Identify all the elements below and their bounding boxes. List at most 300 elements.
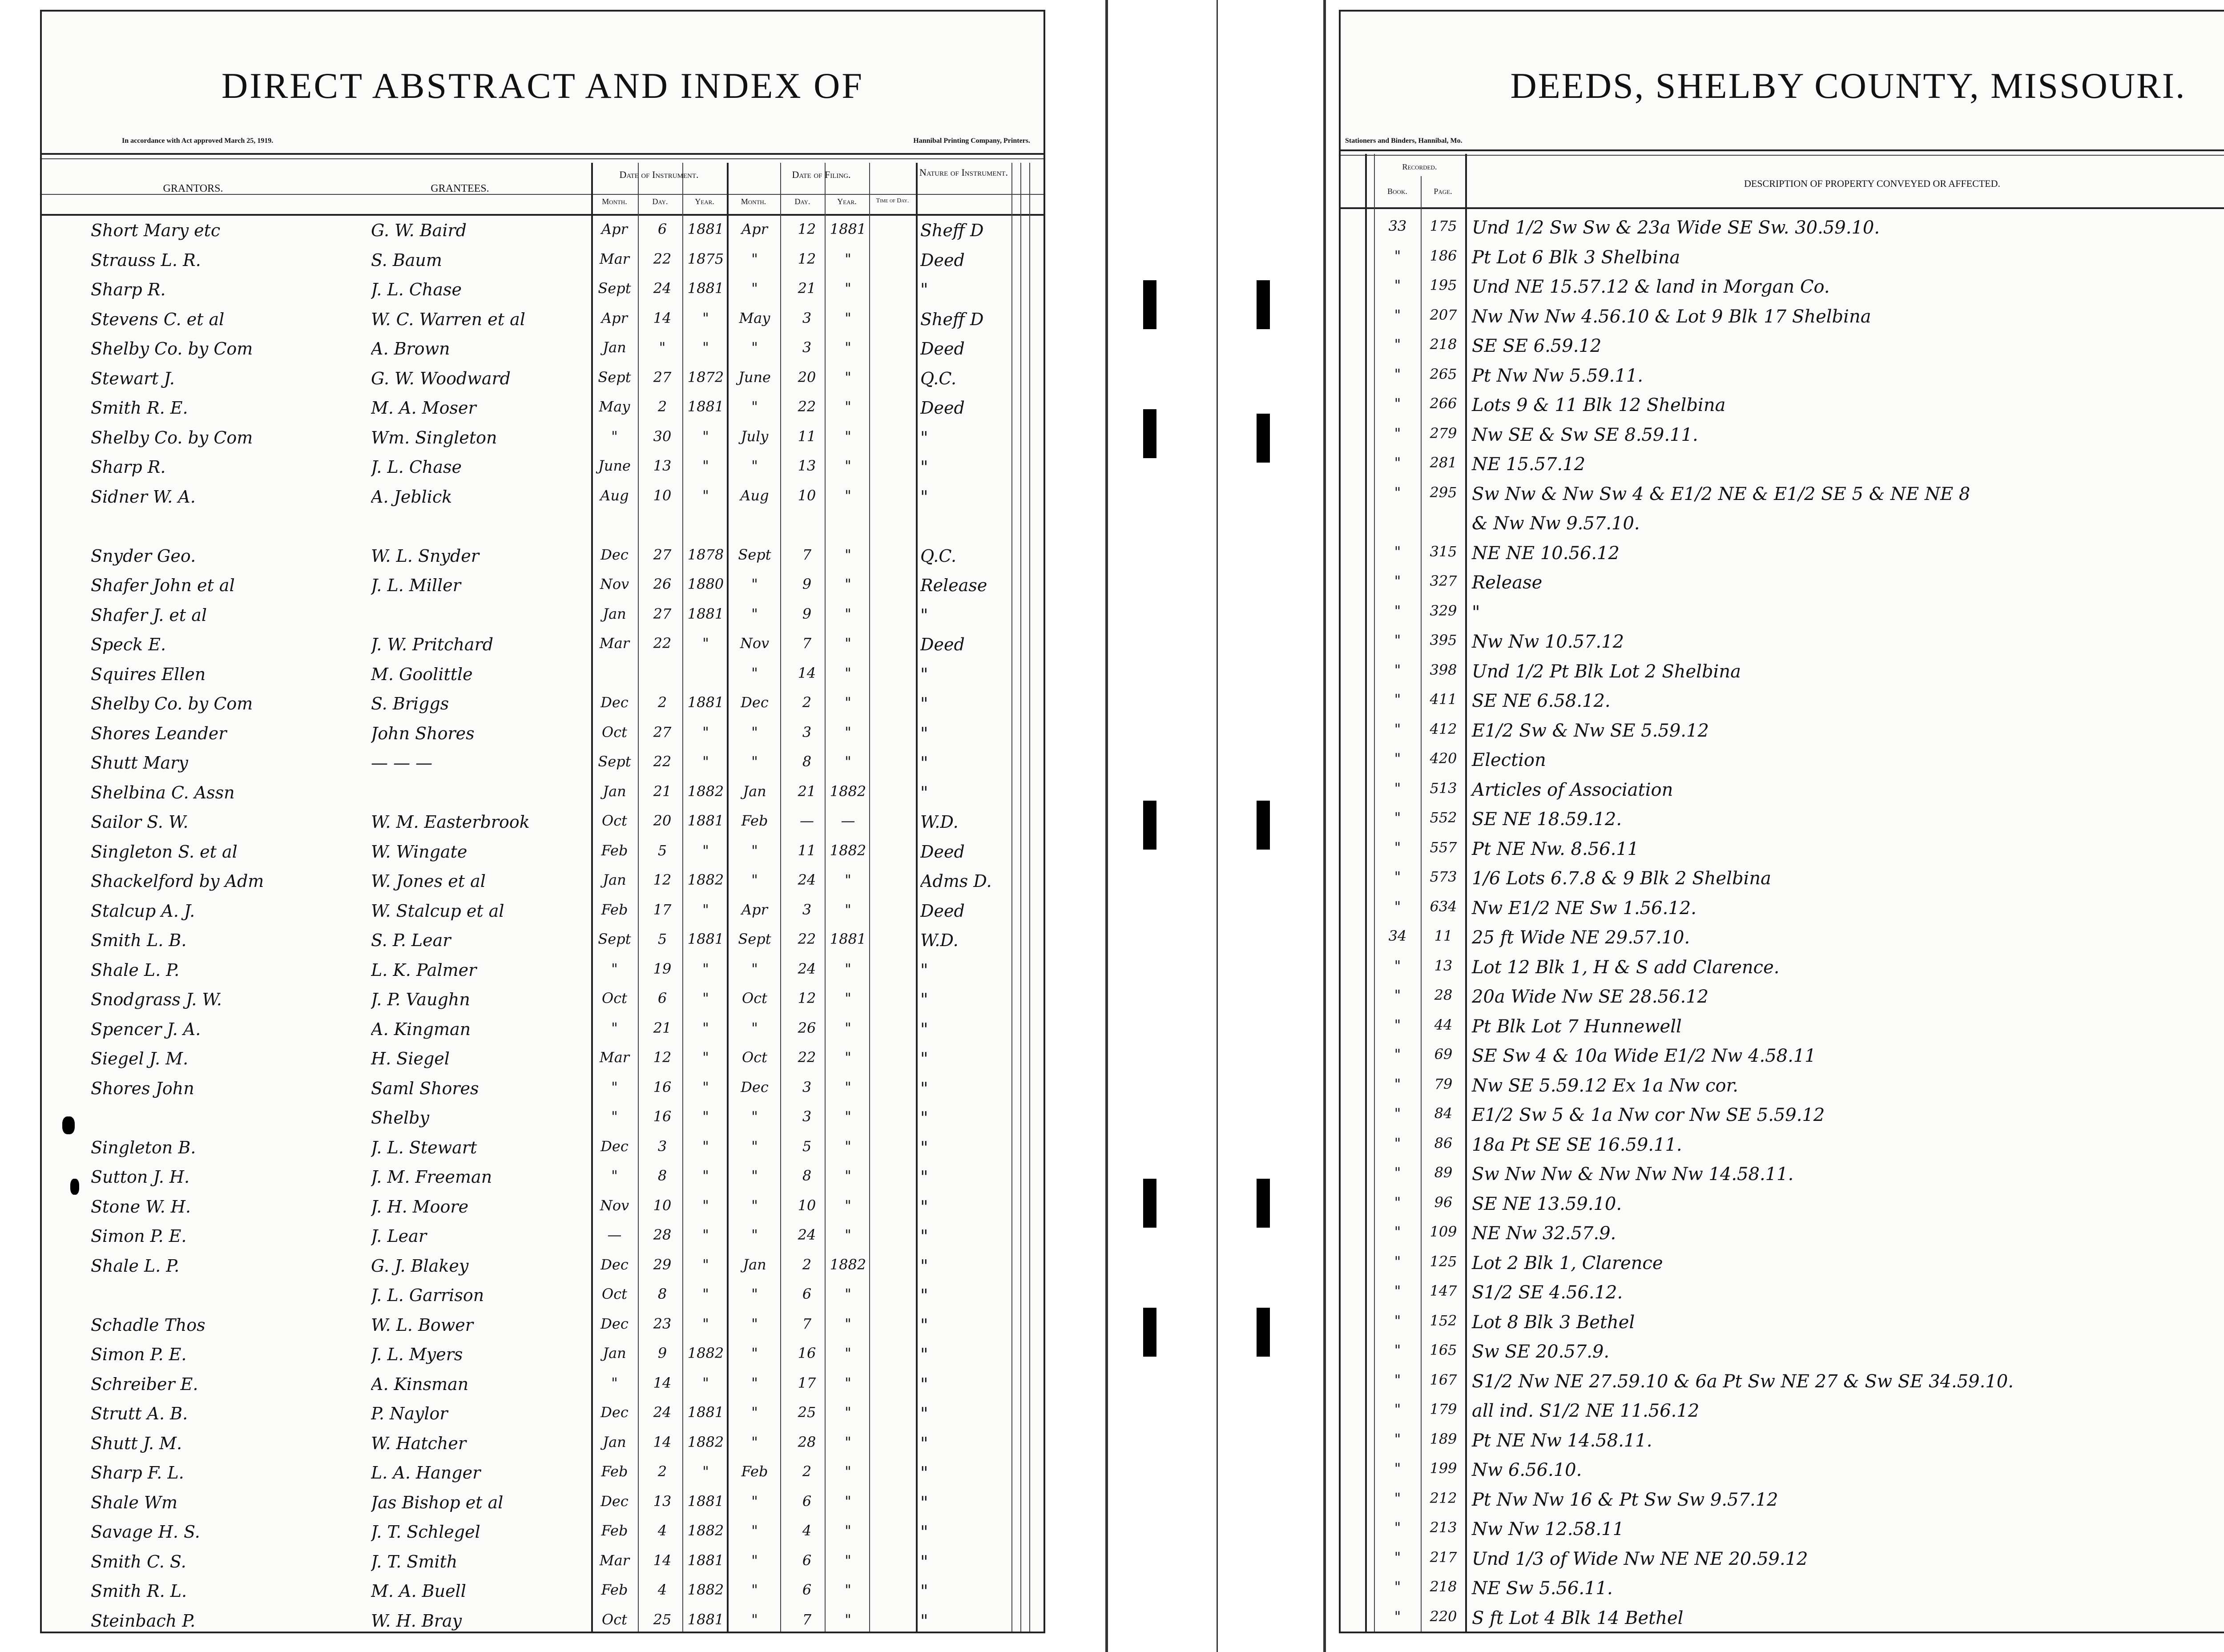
- grantor-cell: Snyder Geo.: [91, 546, 196, 566]
- filing-day-cell: 24: [798, 871, 816, 888]
- grantor-cell: Simon P. E.: [91, 1345, 187, 1364]
- filing-month-cell: Oct: [741, 990, 767, 1007]
- right-table-row: [1341, 362, 2224, 389]
- instrument-month-cell: Mar: [599, 250, 630, 267]
- description-cell: NE NE 10.56.12: [1472, 543, 1620, 564]
- instrument-year-cell: 1881: [687, 221, 724, 238]
- nature-cell: ": [920, 1049, 928, 1068]
- instrument-day-cell: 10: [653, 487, 672, 504]
- page-cell: 573: [1430, 868, 1457, 885]
- right-table-row: [1341, 1042, 2224, 1069]
- grantee-cell: W. C. Warren et al: [371, 309, 525, 329]
- right-table-row: [1341, 1456, 2224, 1483]
- instrument-day-cell: 2: [657, 398, 667, 415]
- left-table-row: [42, 749, 1044, 776]
- description-cell: Pt Lot 6 Blk 3 Shelbina: [1472, 247, 1680, 268]
- instrument-year-cell: 1872: [687, 368, 724, 386]
- filing-day-cell: 7: [802, 1611, 812, 1628]
- instrument-day-cell: 22: [653, 753, 672, 770]
- description-cell: all ind. S1/2 NE 11.56.12: [1472, 1401, 1700, 1421]
- filing-year-cell: 1881: [830, 221, 866, 238]
- filing-month-cell: ": [751, 1226, 758, 1243]
- filing-day-cell: 3: [802, 901, 812, 918]
- instrument-month-cell: Oct: [601, 812, 627, 829]
- instrument-year-cell: ": [702, 901, 709, 918]
- grantee-cell: J. L. Myers: [371, 1345, 463, 1364]
- nature-cell: ": [920, 1285, 928, 1305]
- nature-cell: ": [920, 990, 928, 1009]
- right-table-row: [1341, 1604, 2224, 1631]
- filing-day-cell: 4: [802, 1522, 812, 1539]
- instrument-month-cell: Jan: [603, 339, 626, 356]
- left-table-row: [42, 1075, 1044, 1102]
- left-table-row: [42, 602, 1044, 629]
- right-table-row: [1341, 746, 2224, 773]
- binding-hole: [1257, 414, 1270, 463]
- description-cell: & Nw Nw 9.57.10.: [1472, 513, 1640, 534]
- filing-month-cell: ": [751, 723, 758, 741]
- left-table-row: [42, 1253, 1044, 1279]
- filing-month-cell: ": [751, 457, 758, 474]
- filing-day-cell: 9: [802, 605, 812, 622]
- description-cell: ": [1472, 602, 1480, 623]
- filing-year-cell: ": [845, 1374, 851, 1391]
- filing-year-cell: ": [845, 398, 851, 415]
- left-table-row: [42, 1459, 1044, 1486]
- filing-year-cell: ": [845, 871, 851, 888]
- grantee-cell: Jas Bishop et al: [371, 1492, 504, 1512]
- grantor-cell: Strauss L. R.: [91, 250, 201, 270]
- right-table-row: [1341, 717, 2224, 744]
- book-cell: ": [1394, 957, 1401, 974]
- grantor-cell: Spencer J. A.: [91, 1019, 201, 1039]
- nature-cell: ": [920, 1492, 928, 1512]
- book-cell: 34: [1388, 927, 1407, 944]
- instrument-year-cell: ": [702, 723, 709, 741]
- left-table-row: [42, 779, 1044, 806]
- instrument-day-cell: 10: [653, 1197, 672, 1214]
- grantee-cell: J. P. Vaughn: [371, 990, 470, 1009]
- instrument-day-cell: 24: [653, 1404, 672, 1421]
- filing-day-cell: —: [800, 812, 814, 829]
- nature-cell: ": [920, 1463, 928, 1483]
- grantee-cell: J. L. Stewart: [371, 1137, 477, 1157]
- grantor-cell: Smith R. E.: [91, 398, 188, 418]
- book-cell: ": [1394, 395, 1401, 412]
- book-cell: ": [1394, 1371, 1401, 1388]
- book-cell: ": [1394, 1046, 1401, 1063]
- left-table-row: [42, 484, 1044, 510]
- instrument-year-cell: ": [702, 339, 709, 356]
- grantee-cell: J. Lear: [371, 1226, 427, 1246]
- nature-cell: ": [920, 1374, 928, 1394]
- page-cell: 281: [1430, 454, 1457, 471]
- instrument-month-cell: ": [611, 1167, 618, 1184]
- instrument-month-cell: ": [611, 1078, 618, 1096]
- binding-hole: [1257, 801, 1270, 850]
- binding-hole: [1257, 280, 1270, 329]
- grantor-cell: Shutt Mary: [91, 753, 188, 773]
- grantee-cell: S. Briggs: [371, 694, 449, 713]
- grantee-cell: J. L. Garrison: [371, 1285, 484, 1305]
- book-cell: ": [1394, 809, 1401, 826]
- grantor-cell: Sharp R.: [91, 280, 166, 299]
- filing-year-cell: 1882: [830, 1256, 866, 1273]
- right-table-row: [1341, 244, 2224, 270]
- instrument-month-cell: Feb: [601, 1522, 628, 1539]
- grantor-cell: Simon P. E.: [91, 1226, 187, 1246]
- grantee-cell: J. L. Miller: [371, 576, 461, 595]
- instrument-year-cell: 1881: [687, 605, 724, 622]
- right-table-row: [1341, 1013, 2224, 1040]
- grantee-cell: P. Naylor: [371, 1404, 448, 1423]
- filing-month-cell: ": [751, 576, 758, 592]
- instrument-month-cell: Nov: [600, 1197, 629, 1214]
- filing-day-cell: 9: [802, 576, 812, 592]
- instrument-month-cell: Aug: [600, 487, 629, 504]
- filing-month-cell: Dec: [741, 694, 769, 711]
- instrument-year-cell: 1878: [687, 546, 724, 563]
- page-cell: 89: [1434, 1164, 1453, 1181]
- instrument-year-cell: 1882: [687, 1581, 724, 1598]
- grantor-cell: Shale L. P.: [91, 960, 180, 980]
- nature-cell: Deed: [920, 250, 965, 270]
- grantee-cell: M. A. Moser: [371, 398, 476, 418]
- page-cell: 266: [1430, 395, 1457, 412]
- book-cell: ": [1394, 365, 1401, 383]
- grantor-cell: Smith L. B.: [91, 931, 187, 950]
- instrument-month-cell: Apr: [601, 309, 628, 326]
- book-cell: ": [1394, 484, 1401, 501]
- filing-day-cell: 6: [802, 1581, 812, 1598]
- filing-year-cell: ": [845, 1285, 851, 1302]
- instrument-day-cell: 20: [653, 812, 672, 829]
- binding-hole: [1143, 280, 1156, 329]
- filing-month-cell: ": [751, 605, 758, 622]
- filing-day-cell: 25: [798, 1404, 816, 1421]
- book-cell: ": [1394, 1430, 1401, 1447]
- page-cell: 69: [1434, 1046, 1453, 1063]
- instrument-year-cell: ": [702, 1137, 709, 1155]
- book-cell: ": [1394, 277, 1401, 294]
- left-table-row: [42, 1104, 1044, 1131]
- page-cell: 109: [1430, 1223, 1457, 1240]
- grantors-header: GRANTORS.: [163, 183, 223, 194]
- instrument-month-cell: Feb: [601, 842, 628, 859]
- filing-year-cell: ": [845, 753, 851, 770]
- filing-day-cell: 5: [802, 1137, 812, 1155]
- grantor-cell: Speck E.: [91, 635, 166, 654]
- left-table-row: [42, 1223, 1044, 1249]
- instrument-day-cell: 8: [657, 1167, 667, 1184]
- filing-year-cell: ": [845, 1137, 851, 1155]
- grantee-cell: M. Goolittle: [371, 664, 473, 684]
- filing-day-cell: 2: [802, 1463, 812, 1480]
- page-cell: 189: [1430, 1430, 1457, 1447]
- instrument-month-cell: Apr: [601, 221, 628, 238]
- page-cell: 147: [1430, 1282, 1457, 1299]
- binding-hole: [1257, 1308, 1270, 1357]
- instrument-day-cell: 30: [653, 427, 672, 445]
- left-table-row: [42, 335, 1044, 362]
- instrument-month-cell: Jan: [603, 1433, 626, 1451]
- right-table-row: [1341, 1220, 2224, 1246]
- grantee-cell: S. P. Lear: [371, 931, 451, 950]
- filing-day-cell: 6: [802, 1492, 812, 1510]
- instrument-day-cell: 12: [653, 871, 672, 888]
- instrument-month-cell: ": [611, 1108, 618, 1125]
- book-cell: ": [1394, 1342, 1401, 1358]
- nature-cell: Deed: [920, 398, 965, 418]
- right-table-row: [1341, 1279, 2224, 1305]
- filing-month-cell: ": [751, 1492, 758, 1510]
- page-cell: 84: [1434, 1105, 1453, 1122]
- instrument-year-cell: 1882: [687, 871, 724, 888]
- filing-year-cell: ": [845, 576, 851, 592]
- filing-month-cell: ": [751, 1404, 758, 1421]
- nature-cell: ": [920, 753, 928, 773]
- left-table-row: [42, 690, 1044, 717]
- instrument-month-cell: ": [611, 1019, 618, 1036]
- instrument-day-cell: 5: [657, 842, 667, 859]
- nature-cell: ": [920, 1167, 928, 1187]
- left-table-row: [42, 1045, 1044, 1072]
- instrument-year-cell: ": [702, 1226, 709, 1243]
- nature-cell: W.D.: [920, 931, 959, 950]
- grantor-cell: Shores John: [91, 1078, 194, 1098]
- instrument-month-cell: Nov: [600, 576, 629, 592]
- left-table-row: [42, 927, 1044, 954]
- instrument-year-cell: ": [702, 753, 709, 770]
- filing-year-cell: ": [845, 546, 851, 563]
- filing-day-cell: 7: [802, 1315, 812, 1332]
- description-header: DESCRIPTION OF PROPERTY CONVEYED OR AFFECTED.: [1744, 178, 2001, 189]
- nature-cell: W.D.: [920, 812, 959, 832]
- instrument-year-cell: ": [702, 457, 709, 474]
- filing-month-cell: ": [751, 960, 758, 977]
- filing-year-cell: 1882: [830, 842, 866, 859]
- grantor-cell: Sailor S. W.: [91, 812, 189, 832]
- filing-year-cell: ": [845, 1108, 851, 1125]
- instrument-month-cell: Mar: [599, 635, 630, 652]
- page-cell: 167: [1430, 1371, 1457, 1388]
- instrument-day-cell: 22: [653, 635, 672, 652]
- page-cell: 557: [1430, 838, 1457, 856]
- grantee-cell: Wm. Singleton: [371, 427, 497, 447]
- instrument-day-cell: 21: [653, 782, 672, 800]
- grantee-cell: G. W. Baird: [371, 221, 467, 240]
- filing-year-cell: ": [845, 368, 851, 386]
- left-table-row: [42, 306, 1044, 333]
- book-cell: ": [1394, 750, 1401, 767]
- description-cell: Lot 12 Blk 1, H & S add Clarence.: [1472, 957, 1780, 978]
- left-table-row: [42, 217, 1044, 244]
- book-cell: 33: [1388, 218, 1407, 234]
- filing-year-cell: 1881: [830, 931, 866, 947]
- description-cell: NE 15.57.12: [1472, 454, 1586, 475]
- book-cell: ": [1394, 572, 1401, 589]
- inst-day-header: Day.: [652, 197, 668, 206]
- instrument-month-cell: Oct: [601, 1285, 627, 1302]
- instrument-day-cell: 29: [653, 1256, 672, 1273]
- grantee-cell: J. H. Moore: [371, 1197, 469, 1217]
- book-cell: ": [1394, 1105, 1401, 1122]
- instrument-month-cell: ": [611, 960, 618, 977]
- instrument-year-cell: ": [702, 990, 709, 1007]
- filing-year-cell: ": [845, 1315, 851, 1332]
- grantee-cell: J. T. Schlegel: [371, 1522, 480, 1542]
- grantee-cell: W. H. Bray: [371, 1611, 462, 1631]
- instrument-month-cell: Dec: [600, 1137, 629, 1155]
- page-cell: 44: [1434, 1016, 1453, 1033]
- grantor-cell: Squires Ellen: [91, 664, 206, 684]
- nature-cell: Deed: [920, 842, 965, 862]
- grantee-cell: G. J. Blakey: [371, 1256, 469, 1276]
- instrument-day-cell: 27: [653, 723, 672, 741]
- instrument-day-cell: 4: [657, 1522, 667, 1539]
- description-cell: Nw E1/2 NE Sw 1.56.12.: [1472, 898, 1696, 919]
- filing-year-cell: ": [845, 487, 851, 504]
- left-table-row: [42, 1489, 1044, 1516]
- description-cell: Nw Nw Nw 4.56.10 & Lot 9 Blk 17 Shelbina: [1472, 306, 1871, 327]
- filing-year-cell: ": [845, 280, 851, 297]
- nature-cell: ": [920, 1226, 928, 1246]
- instrument-year-cell: ": [702, 842, 709, 859]
- filing-month-cell: Jan: [743, 1256, 766, 1273]
- filing-year-cell: ": [845, 250, 851, 267]
- nature-cell: Deed: [920, 635, 965, 654]
- nature-cell: ": [920, 1137, 928, 1157]
- instrument-day-cell: 27: [653, 546, 672, 563]
- right-table-row: [1341, 865, 2224, 891]
- left-table-row: [42, 572, 1044, 599]
- page-cell: 125: [1430, 1253, 1457, 1270]
- grantee-cell: J. L. Chase: [371, 457, 462, 477]
- right-table-row: [1341, 806, 2224, 832]
- filing-day-cell: 3: [802, 1078, 812, 1096]
- right-table-row: [1341, 1515, 2224, 1542]
- grantee-cell: W. Jones et al: [371, 871, 486, 891]
- filing-month-cell: ": [751, 280, 758, 297]
- instrument-year-cell: ": [702, 1315, 709, 1332]
- filing-year-cell: ": [845, 1551, 851, 1569]
- filing-month-cell: Dec: [741, 1078, 769, 1096]
- filing-month-cell: ": [751, 1137, 758, 1155]
- instrument-month-cell: Jan: [603, 1345, 626, 1362]
- nature-cell: ": [920, 280, 928, 299]
- description-cell: SE NE 18.59.12.: [1472, 809, 1622, 830]
- filing-month-cell: ": [751, 339, 758, 356]
- instrument-month-cell: June: [598, 457, 631, 474]
- book-cell: ": [1394, 247, 1401, 264]
- description-cell: Sw Nw Nw & Nw Nw Nw 14.58.11.: [1472, 1164, 1794, 1185]
- right-table-row: [1341, 628, 2224, 655]
- page-cell: 13: [1434, 957, 1453, 974]
- page-cell: 213: [1430, 1519, 1457, 1536]
- instrument-month-cell: Dec: [600, 546, 629, 563]
- instrument-month-cell: Feb: [601, 901, 628, 918]
- filing-year-cell: ": [845, 457, 851, 474]
- binding-hole: [1257, 1179, 1270, 1228]
- grantee-cell: A. Brown: [371, 339, 450, 359]
- nature-cell: ": [920, 1522, 928, 1542]
- book-cell: ": [1394, 454, 1401, 471]
- filing-year-cell: ": [845, 960, 851, 977]
- left-table-row: [42, 1312, 1044, 1338]
- grantee-cell: Shelby: [371, 1108, 429, 1128]
- filing-month-cell: ": [751, 1433, 758, 1451]
- left-table-row: [42, 395, 1044, 421]
- instrument-day-cell: 26: [653, 576, 672, 592]
- grantor-cell: Shores Leander: [91, 723, 227, 743]
- instrument-day-cell: 24: [653, 280, 672, 297]
- page-cell: 86: [1434, 1134, 1453, 1152]
- nature-cell: ": [920, 1433, 928, 1453]
- right-table-row: [1341, 1131, 2224, 1158]
- grantee-cell: A. Jeblick: [371, 487, 452, 507]
- grantee-cell: L. A. Hanger: [371, 1463, 481, 1483]
- description-cell: SE SE 6.59.12: [1472, 336, 1602, 356]
- nature-cell: ": [920, 782, 928, 802]
- file-day-header: Day.: [794, 197, 810, 206]
- page-cell: 179: [1430, 1401, 1457, 1418]
- filing-day-cell: 16: [798, 1345, 816, 1362]
- grantor-cell: Stone W. H.: [91, 1197, 191, 1217]
- nature-cell: ": [920, 960, 928, 980]
- description-cell: Und NE 15.57.12 & land in Morgan Co.: [1472, 277, 1830, 297]
- filing-year-cell: ": [845, 1167, 851, 1184]
- grantee-cell: S. Baum: [371, 250, 442, 270]
- left-table-row: [42, 1519, 1044, 1545]
- nature-cell: Q.C.: [920, 546, 957, 566]
- book-cell: ": [1394, 661, 1401, 678]
- instrument-year-cell: ": [702, 1078, 709, 1096]
- description-cell: S ft Lot 4 Blk 14 Bethel: [1472, 1608, 1684, 1628]
- instrument-day-cell: 2: [657, 694, 667, 711]
- book-cell: ": [1394, 543, 1401, 560]
- nature-cell: ": [920, 1404, 928, 1423]
- grantee-cell: W. M. Easterbrook: [371, 812, 530, 832]
- ink-blot: [70, 1179, 79, 1195]
- grantee-cell: L. K. Palmer: [371, 960, 477, 980]
- filing-month-cell: Apr: [741, 901, 768, 918]
- description-cell: Nw SE 5.59.12 Ex 1a Nw cor.: [1472, 1075, 1739, 1096]
- page-cell: 28: [1434, 987, 1453, 1003]
- instrument-day-cell: 13: [653, 1492, 672, 1510]
- instrument-month-cell: May: [599, 398, 630, 415]
- filing-month-cell: Oct: [741, 1049, 767, 1066]
- filing-year-cell: ": [845, 605, 851, 622]
- filing-day-cell: 8: [802, 1167, 812, 1184]
- instrument-year-cell: 1881: [687, 1551, 724, 1569]
- left-table-row: [42, 247, 1044, 274]
- left-page-title: DIRECT ABSTRACT AND INDEX OF: [222, 65, 864, 106]
- filing-month-cell: ": [751, 1197, 758, 1214]
- left-table-row: [42, 898, 1044, 924]
- instrument-day-cell: 9: [657, 1345, 667, 1362]
- nature-cell: ": [920, 1551, 928, 1571]
- left-table-row: [42, 1400, 1044, 1427]
- description-cell: Election: [1472, 750, 1546, 770]
- description-cell: 25 ft Wide NE 29.57.10.: [1472, 927, 1690, 948]
- instrument-year-cell: 1881: [687, 812, 724, 829]
- nature-cell: Sheff D: [920, 221, 984, 240]
- grantor-cell: Shafer J. et al: [91, 605, 207, 625]
- instrument-year-cell: 1881: [687, 280, 724, 297]
- grantor-cell: Stevens C. et al: [91, 309, 225, 329]
- left-table-row: [42, 868, 1044, 894]
- page-cell: 634: [1430, 898, 1457, 915]
